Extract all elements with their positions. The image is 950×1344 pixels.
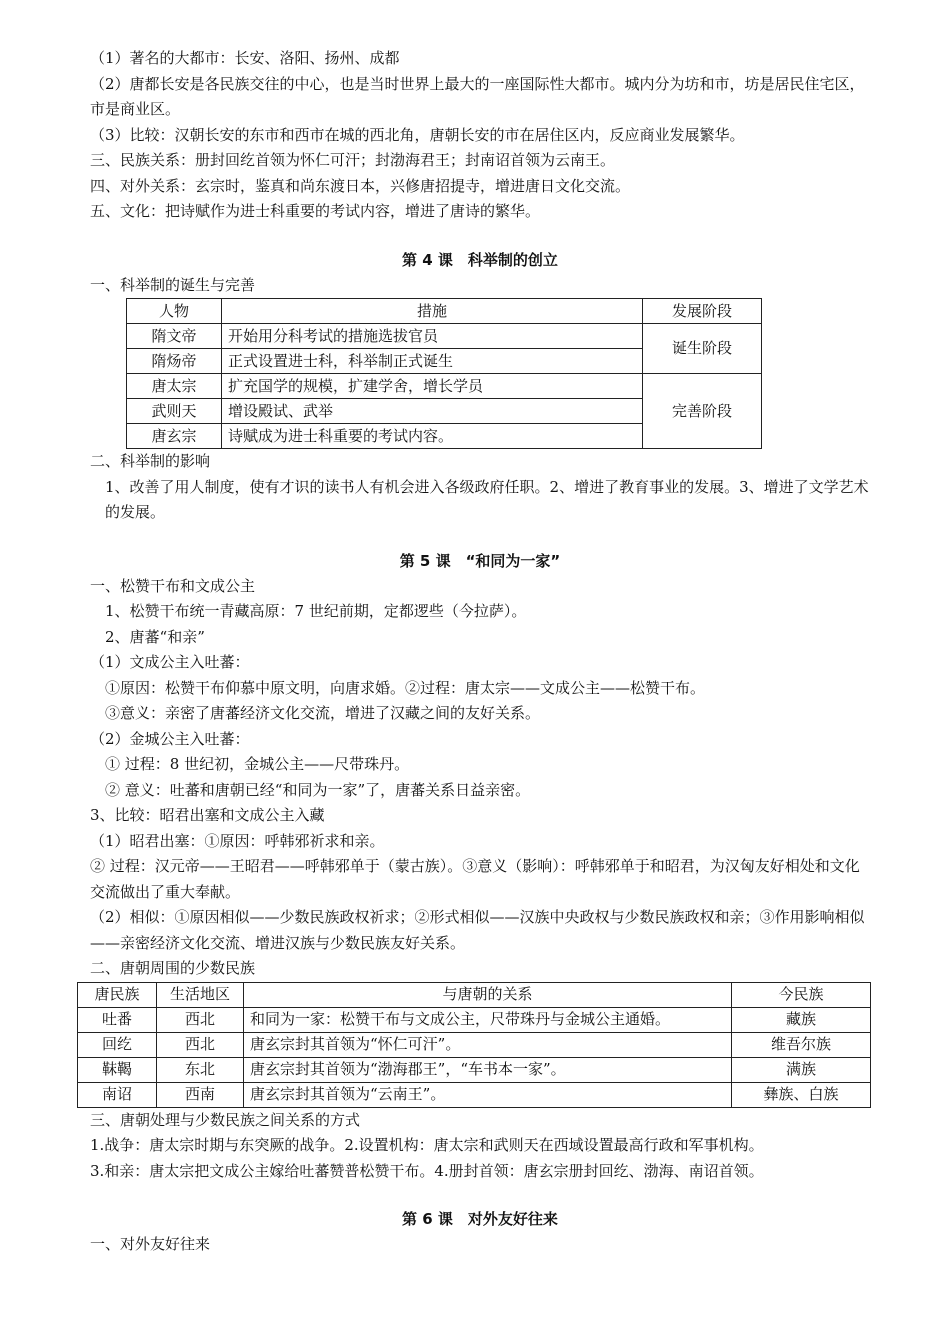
document-page [90, 46, 870, 1258]
relation-cell: 唐玄宗封其首领为“云南王”。 [244, 1082, 732, 1107]
intro-line: 五、文化：把诗赋作为进士科重要的考试内容，增进了唐诗的繁华。 [90, 202, 541, 220]
lesson5-line: ② 过程：汉元帝——王昭君——呼韩邪单于（蒙古族）。③意义（影响）：呼韩邪单于和昭君，为汉匈友好相处和文化交流做出了重大奉献。 [90, 857, 860, 901]
person-cell: 唐太宗 [127, 374, 222, 399]
measure-cell: 诗赋成为进士科重要的考试内容。 [222, 424, 643, 449]
table-header-row [78, 982, 871, 1007]
stage-cell: 诞生阶段 [643, 324, 762, 374]
lesson5-line: 1、松赞干布统一青藏高原：7 世纪前期，定都逻些（今拉萨）。 [105, 602, 527, 620]
table-header: 与唐朝的关系 [244, 982, 732, 1007]
intro-line: 四、对外关系：玄宗时，鉴真和尚东渡日本，兴修唐招提寺，增进唐日文化交流。 [90, 176, 631, 195]
measure-cell: 扩充国学的规模，扩建学舍，增长学员 [222, 374, 643, 399]
lesson6-title: 第 6 课 对外友好往来 [402, 1210, 558, 1228]
lesson6-section1: 一、对外友好往来 [90, 1235, 211, 1253]
table-header: 生活地区 [157, 982, 244, 1007]
ethnic-cell: 吐番 [78, 1007, 157, 1032]
today-cell: 维吾尔族 [732, 1032, 871, 1057]
region-cell: 西北 [157, 1032, 244, 1057]
region-cell: 西南 [157, 1082, 244, 1107]
lesson5-after-line: 三、唐朝处理与少数民族之间关系的方式 [90, 1110, 361, 1129]
ethnic-cell: 靺鞨 [78, 1057, 157, 1082]
relation-cell: 唐玄宗封其首领为“渤海郡王”，“车书本一家”。 [244, 1057, 732, 1082]
lesson5-line: ③意义：亲密了唐蕃经济文化交流，增进了汉藏之间的友好关系。 [105, 704, 541, 722]
ethnic-cell: 回纥 [78, 1032, 157, 1057]
stage-cell: 完善阶段 [643, 374, 762, 449]
table-row [78, 1082, 871, 1107]
intro-line: （1）著名的大都市：长安、洛阳、扬州、成都 [90, 49, 400, 67]
today-cell: 藏族 [732, 1007, 871, 1032]
lesson5-line: 二、唐朝周围的少数民族 [90, 959, 256, 977]
table-header: 人物 [127, 299, 222, 324]
measure-cell: 正式设置进士科，科举制正式诞生 [222, 349, 643, 374]
lesson5-line: （2）相似：①原因相似——少数民族政权祈求；②形式相似——汉族中央政权与少数民族政权和亲；③作用影响相似——亲密经济文化交流、增进汉族与少数民族友好关系。 [90, 908, 865, 952]
today-cell: 彝族、白族 [732, 1082, 871, 1107]
lesson5-line: ① 过程：8 世纪初，金城公主——尺带珠丹。 [105, 755, 410, 773]
table-header: 措施 [222, 299, 643, 324]
lesson4-section2: 二、科举制的影响 [90, 452, 211, 470]
table-header: 唐民族 [78, 982, 157, 1007]
today-cell: 满族 [732, 1057, 871, 1082]
person-cell: 隋文帝 [127, 324, 222, 349]
intro-line: （2）唐都长安是各民族交往的中心，也是当时世界上最大的一座国际性大都市。城内分为坊和市，坊是居民住宅区，市是商业区。 [90, 74, 865, 118]
lesson5-line: （1）文成公主入吐蕃： [90, 653, 250, 671]
relation-cell: 唐玄宗封其首领为“怀仁可汗”。 [244, 1032, 732, 1057]
region-cell: 西北 [157, 1007, 244, 1032]
person-cell: 唐玄宗 [127, 424, 222, 449]
lesson4-impact: 1、改善了用人制度，使有才识的读书人有机会进入各级政府任职。2、增进了教育事业的发展。3、增进了文学艺术的发展。 [105, 477, 869, 521]
lesson5-line: ② 意义：吐蕃和唐朝已经“和同为一家”了，唐蕃关系日益亲密。 [105, 780, 531, 799]
table-row [127, 374, 762, 399]
measure-cell: 增设殿试、武举 [222, 399, 643, 424]
lesson5-line: 一、松赞干布和文成公主 [90, 576, 256, 595]
intro-line: 三、民族关系：册封回纥首领为怀仁可汗；封渤海君王；封南诏首领为云南王。 [90, 151, 616, 169]
lesson5-line: （2）金城公主入吐蕃： [90, 729, 250, 748]
table-row [78, 1007, 871, 1032]
relation-cell: 和同为一家：松赞干布与文成公主，尺带珠丹与金城公主通婚。 [244, 1007, 732, 1032]
lesson5-after-line: 3.和亲：唐太宗把文成公主嫁给吐蕃赞普松赞干布。4.册封首领：唐玄宗册封回纥、渤海、南诏首领。 [90, 1161, 764, 1180]
table-header: 今民族 [732, 982, 871, 1007]
person-cell: 隋炀帝 [127, 349, 222, 374]
table-row [127, 324, 762, 349]
lesson5-line: （1）昭君出塞：①原因：呼韩邪祈求和亲。 [90, 831, 385, 850]
lesson5-after-line: 1.战争：唐太宗时期与东突厥的战争。2.设置机构：唐太宗和武则天在西域设置最高行政和军事机构。 [90, 1136, 764, 1154]
ethnic-cell: 南诏 [78, 1082, 157, 1107]
lesson5-line: 3、比较：昭君出塞和文成公主入藏 [90, 806, 325, 824]
region-cell: 东北 [157, 1057, 244, 1082]
keju-table [126, 298, 762, 449]
lesson4-section1: 一、科举制的诞生与完善 [90, 275, 256, 294]
table-header: 发展阶段 [643, 299, 762, 324]
table-header-row [127, 299, 762, 324]
lesson4-title: 第 4 课 科举制的创立 [402, 250, 558, 269]
person-cell: 武则天 [127, 399, 222, 424]
measure-cell: 开始用分科考试的措施选拔官员 [222, 324, 643, 349]
lesson5-line: 2、唐蕃“和亲” [105, 627, 205, 646]
table-row [78, 1032, 871, 1057]
lesson5-line: ①原因：松赞干布仰慕中原文明，向唐求婚。②过程：唐太宗——文成公主——松赞干布。 [105, 678, 706, 697]
table-row [78, 1057, 871, 1082]
intro-line: （3）比较：汉朝长安的东市和西市在城的西北角，唐朝长安的市在居住区内，反应商业发展繁华。 [90, 125, 745, 144]
lesson5-title: 第 5 课 “和同为一家” [399, 551, 561, 570]
ethnic-table [77, 982, 871, 1108]
